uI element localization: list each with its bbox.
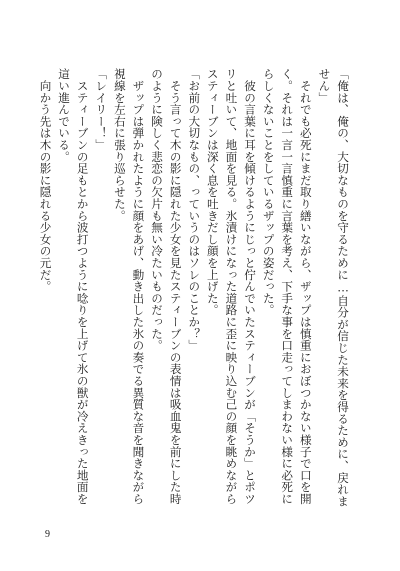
paragraph: 「お前の大切なもの、っていうのはソレのことか？」 — [187, 68, 202, 352]
paragraph: 「俺は、俺の、大切なものを守るために…自分が信じた未来を得るために、戻れません」 — [317, 68, 350, 507]
paragraph: それでも必死にまだ取り繕いながら、ザップは慎重におぼつかない様子で口を開く。それは一言一言慎重に言葉を考え、下手な事を口走ってしまわない様に必死にらしくないことをしているザップの姿だった。 — [261, 68, 313, 505]
paragraph: スティーブンの足もとから波打つように唸りを上げて氷の獣が冷えきった地面を這い進んでいる。 — [57, 68, 90, 505]
paragraph: そう言って木の影に隠れた少女を見たスティーブンの表情は吸血鬼を前にした時のように険しく悲恋の欠片も無い冷たいものだった。 — [150, 68, 183, 505]
page-number: 9 — [45, 529, 50, 540]
paragraph: 「レイリー！」 — [94, 68, 109, 151]
paragraph: 彼の言葉に耳を傾けるようにじっと佇んでいたスティーブンが「そうか」とポツリと吐いて、地面を見る。氷漬けになった道路に歪に映り込む己の顔を眺めながらスティーブンは深く息を吐きだし顔を上げた。 — [205, 68, 258, 505]
vertical-text-body — [32, 68, 352, 508]
paragraph: ザップは弾かれたように顔をあげ、動き出した氷の奏でる異質な音を聞きながら視線を左右に張り巡らせた。 — [112, 68, 146, 505]
paragraph: 向かう先は木の影に隠れる少女の元だ。 — [38, 68, 53, 293]
